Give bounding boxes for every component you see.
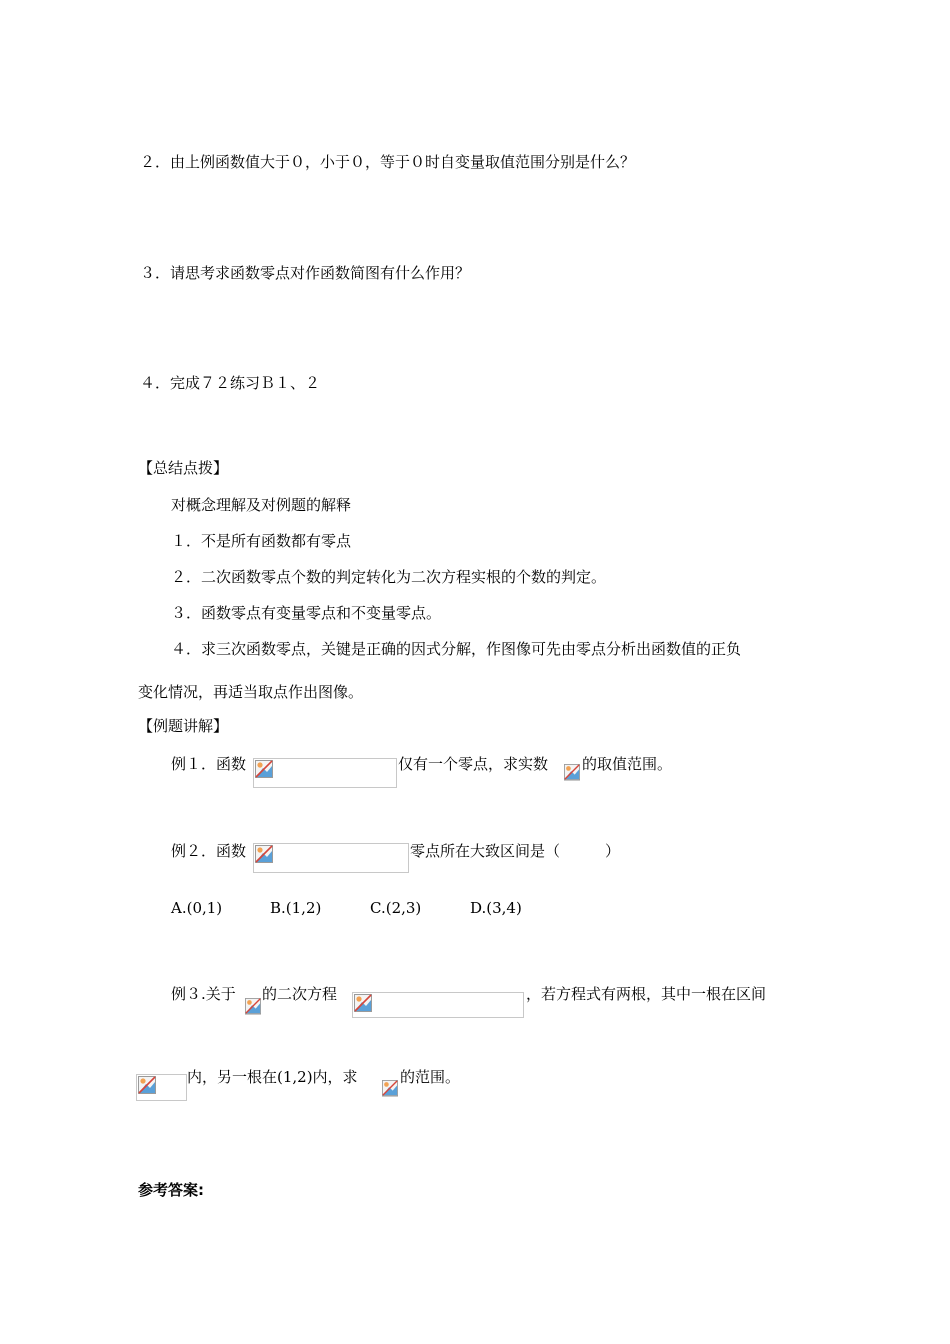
broken-image-icon — [138, 1076, 156, 1094]
example-3-line2-middle: 内，另一根在(1,2)内，求 — [187, 1068, 358, 1086]
answers-heading: 参考答案: — [138, 1181, 204, 1199]
broken-image-icon — [255, 760, 273, 778]
example-1-formula-image — [253, 758, 397, 788]
example-1-middle: 仅有一个零点，求实数 — [398, 755, 549, 773]
summary-intro: 对概念理解及对例题的解释 — [171, 496, 352, 514]
example-1-suffix: 的取值范围。 — [582, 755, 673, 773]
summary-item-1: １．不是所有函数都有零点 — [171, 532, 352, 550]
option-a: A.(0,1) — [171, 899, 223, 917]
example-3-equation-image — [352, 992, 524, 1018]
broken-image-icon — [354, 994, 372, 1012]
summary-item-2: ２．二次函数零点个数的判定转化为二次方程实根的个数的判定。 — [171, 568, 607, 586]
example-3-line2-variable-image — [382, 1078, 398, 1097]
option-d: D.(3,4) — [470, 899, 522, 917]
question-3: ３．请思考求函数零点对作函数简图有什么作用？ — [140, 264, 471, 282]
example-3-variable-image — [245, 996, 261, 1015]
option-c: C.(2,3) — [370, 899, 422, 917]
broken-image-icon — [255, 845, 273, 863]
example-3-suffix: ，若方程式有两根，其中一根在区间 — [526, 985, 767, 1003]
example-2-suffix: 零点所在大致区间是（ ） — [410, 842, 621, 860]
example-3-prefix: 例３.关于 — [171, 985, 236, 1003]
summary-item-4-continued: 变化情况，再适当取点作出图像。 — [138, 683, 364, 701]
summary-item-3: ３．函数零点有变量零点和不变量零点。 — [171, 604, 442, 622]
broken-image-icon — [564, 764, 580, 780]
broken-image-icon — [382, 1080, 398, 1096]
example-2-prefix: 例２．函数 — [171, 842, 247, 860]
question-2: ２．由上例函数值大于０，小于０，等于０时自变量取值范围分别是什么？ — [140, 153, 636, 171]
example-3-middle: 的二次方程 — [262, 985, 338, 1003]
example-3-line2-suffix: 的范围。 — [400, 1068, 461, 1086]
question-4: ４．完成７２练习Ｂ１、２ — [140, 374, 321, 392]
example-2-formula-image — [253, 843, 409, 873]
summary-item-4: ４．求三次函数零点，关键是正确的因式分解，作图像可先由零点分析出函数值的正负 — [171, 640, 742, 658]
summary-heading: 【总结点拨】 — [138, 459, 229, 477]
example-1-variable-image — [564, 762, 580, 781]
example-1-prefix: 例１．函数 — [171, 755, 247, 773]
examples-heading: 【例题讲解】 — [138, 717, 229, 735]
example-3-interval-image — [136, 1074, 187, 1101]
option-b: B.(1,2) — [270, 899, 322, 917]
broken-image-icon — [245, 998, 261, 1014]
